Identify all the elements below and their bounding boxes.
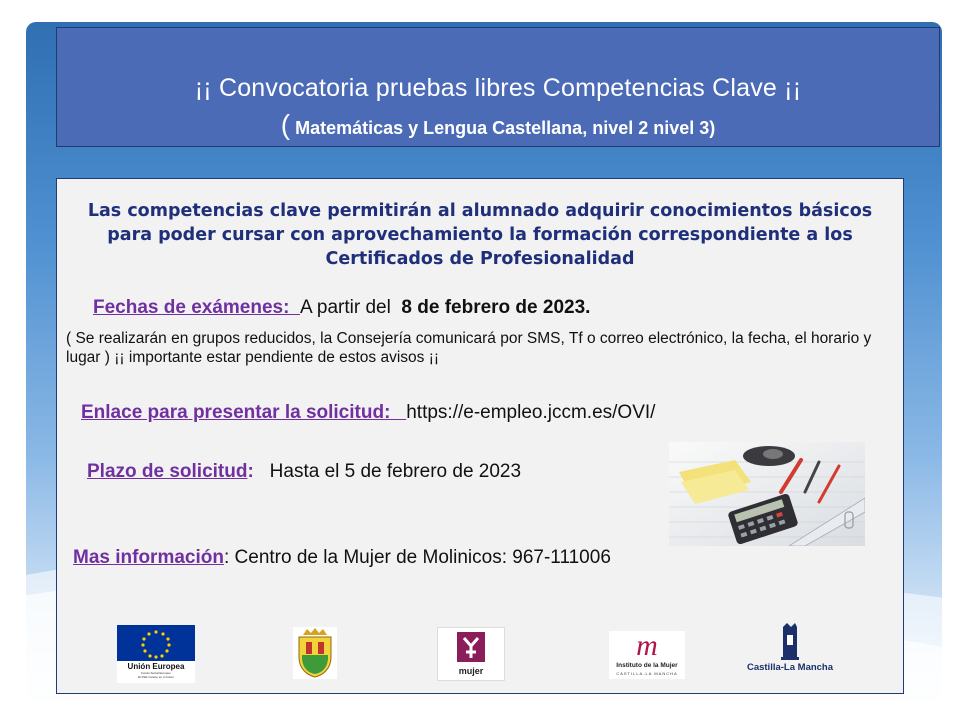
instituto-line-1: Instituto de la Mujer [616,662,678,669]
content-panel [56,178,904,694]
deadline-value: Hasta el 5 de febrero de 2023 [269,461,522,482]
mujer-logo [437,627,505,681]
eu-logo [117,625,195,683]
municipal-coat-of-arms [293,627,337,679]
exam-dates-row [93,297,590,319]
application-link-url[interactable]: https://e-empleo.jccm.es/OVI/ [406,402,656,423]
more-info-row [73,547,611,569]
instituto-line-2: CASTILLA-LA MANCHA [616,671,678,676]
instituto-m-icon: m [636,629,658,662]
jccm-logo-label: Castilla-La Mancha [746,662,834,673]
title-line-1: ¡¡ Convocatoria pruebas libres Competencias Clave ¡¡ [194,74,802,102]
coat-of-arms-icon [293,627,337,679]
title-subjects: Matemáticas y Lengua Castellana, nivel 2 nivel 3) [295,118,716,138]
mujer-symbol-icon [438,628,504,668]
application-link-row [81,402,655,424]
application-link-label: Enlace para presentar la solicitud: [81,402,407,423]
deadline-label: Plazo de solicitud [87,461,248,482]
exam-dates-value: 8 de febrero de 2023. [401,297,591,318]
jccm-castle-icon [745,621,835,661]
eu-logo-label: Unión Europea [127,662,185,671]
mujer-logo-label: mujer [458,666,484,676]
more-info-value: : Centro de la Mujer de Molinicos: 967-111006 [223,547,611,568]
instituto-mujer-logo [609,631,685,679]
title-line-2 [57,109,939,141]
more-info-label: Mas información [73,547,224,568]
office-supplies-photo [669,442,865,546]
intro-paragraph: Las competencias clave permitirán al alumnado adquirir conocimientos básicos para poder cursar con aprovechamiento la formación correspondiente a los Certificados de Profesionalidad [87,201,873,269]
title-banner [56,27,940,147]
deadline-row [87,461,521,483]
jccm-logo [745,621,835,677]
deadline-colon: : [247,461,254,482]
title-open-paren: ( [280,109,291,140]
office-supplies-illustration [669,442,865,546]
eu-logo-fine-print: Fondo Social Europeo El FSE invierte en tu futuro [138,671,174,679]
exam-dates-label: Fechas de exámenes: [93,297,300,318]
exam-note: ( Se realizarán en grupos reducidos, la Consejería comunicará por SMS, Tf o correo electrónico, la fecha, el horario y lugar ) ¡¡ importante estar pendiente de estos avisos ¡¡ [66,330,872,366]
exam-dates-prefix: A partir del [300,297,397,318]
